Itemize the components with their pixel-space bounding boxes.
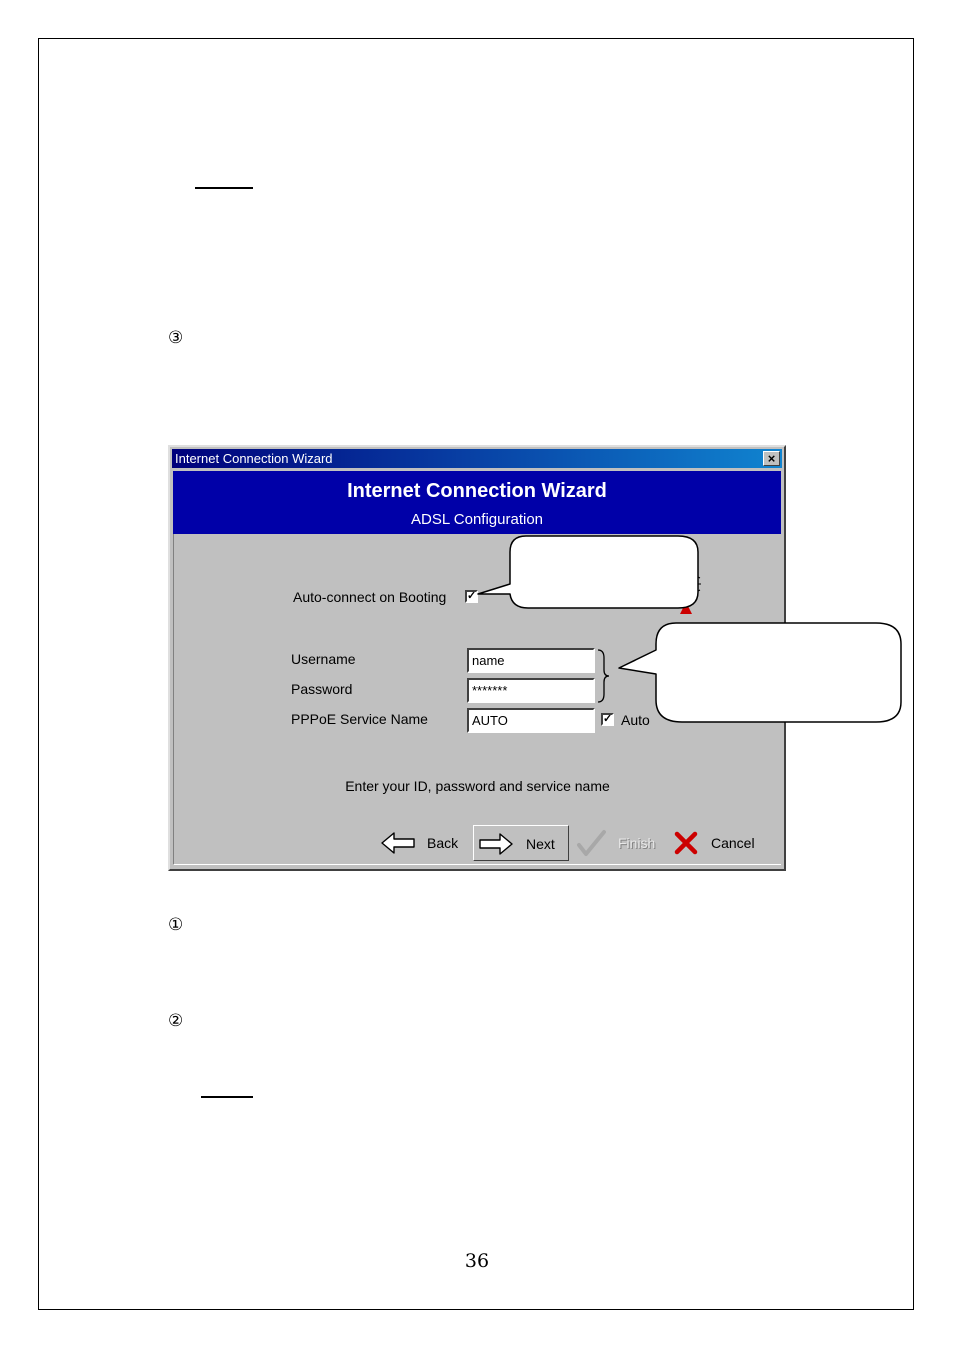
banner-title: Internet Connection Wizard (347, 480, 607, 502)
service-auto-label: Auto (621, 712, 650, 728)
username-label: Username (291, 651, 356, 667)
service-name-input[interactable]: AUTO (467, 708, 595, 733)
service-auto-checkbox[interactable] (601, 713, 614, 726)
close-button[interactable] (763, 451, 780, 466)
close-icon: × (767, 451, 776, 466)
service-auto-check-mark: ✓ (603, 713, 613, 725)
next-button-label: Next (526, 836, 555, 852)
back-arrow-icon (380, 831, 416, 855)
step-marker-2: ② (168, 1011, 184, 1031)
auto-connect-label: Auto-connect on Booting (293, 589, 447, 605)
wizard-banner (173, 471, 781, 534)
underline-mark-top (195, 187, 253, 189)
finish-button[interactable] (574, 825, 664, 861)
password-label: Password (291, 681, 353, 697)
cancel-button-label: Cancel (711, 835, 755, 851)
cancel-button[interactable] (672, 825, 768, 861)
brace-mark (596, 648, 610, 704)
cancel-x-icon (674, 831, 698, 855)
banner-subtitle: ADSL Configuration (410, 511, 544, 528)
window-title: Internet Connection Wizard (175, 451, 333, 466)
password-input[interactable]: ******* (467, 678, 595, 703)
title-bar[interactable] (172, 449, 782, 468)
finish-button-label: Finish (618, 835, 656, 851)
username-input[interactable]: name (467, 648, 595, 673)
next-arrow-icon (478, 832, 514, 856)
finish-check-icon (576, 829, 606, 857)
next-button[interactable] (473, 825, 569, 861)
step-marker-1: ① (168, 915, 184, 935)
back-button-label: Back (427, 835, 459, 851)
auto-connect-check-mark: ✓ (467, 590, 477, 602)
service-name-label: PPPoE Service Name (291, 711, 428, 727)
step-marker-3: ③ (168, 328, 184, 348)
page-number: 36 (464, 1250, 490, 1272)
callout-auto-connect (470, 532, 702, 612)
underline-mark-bottom (201, 1096, 253, 1098)
callout-credentials (614, 620, 906, 726)
hint-text: Enter your ID, password and service name (345, 778, 610, 794)
back-button[interactable] (374, 825, 469, 861)
